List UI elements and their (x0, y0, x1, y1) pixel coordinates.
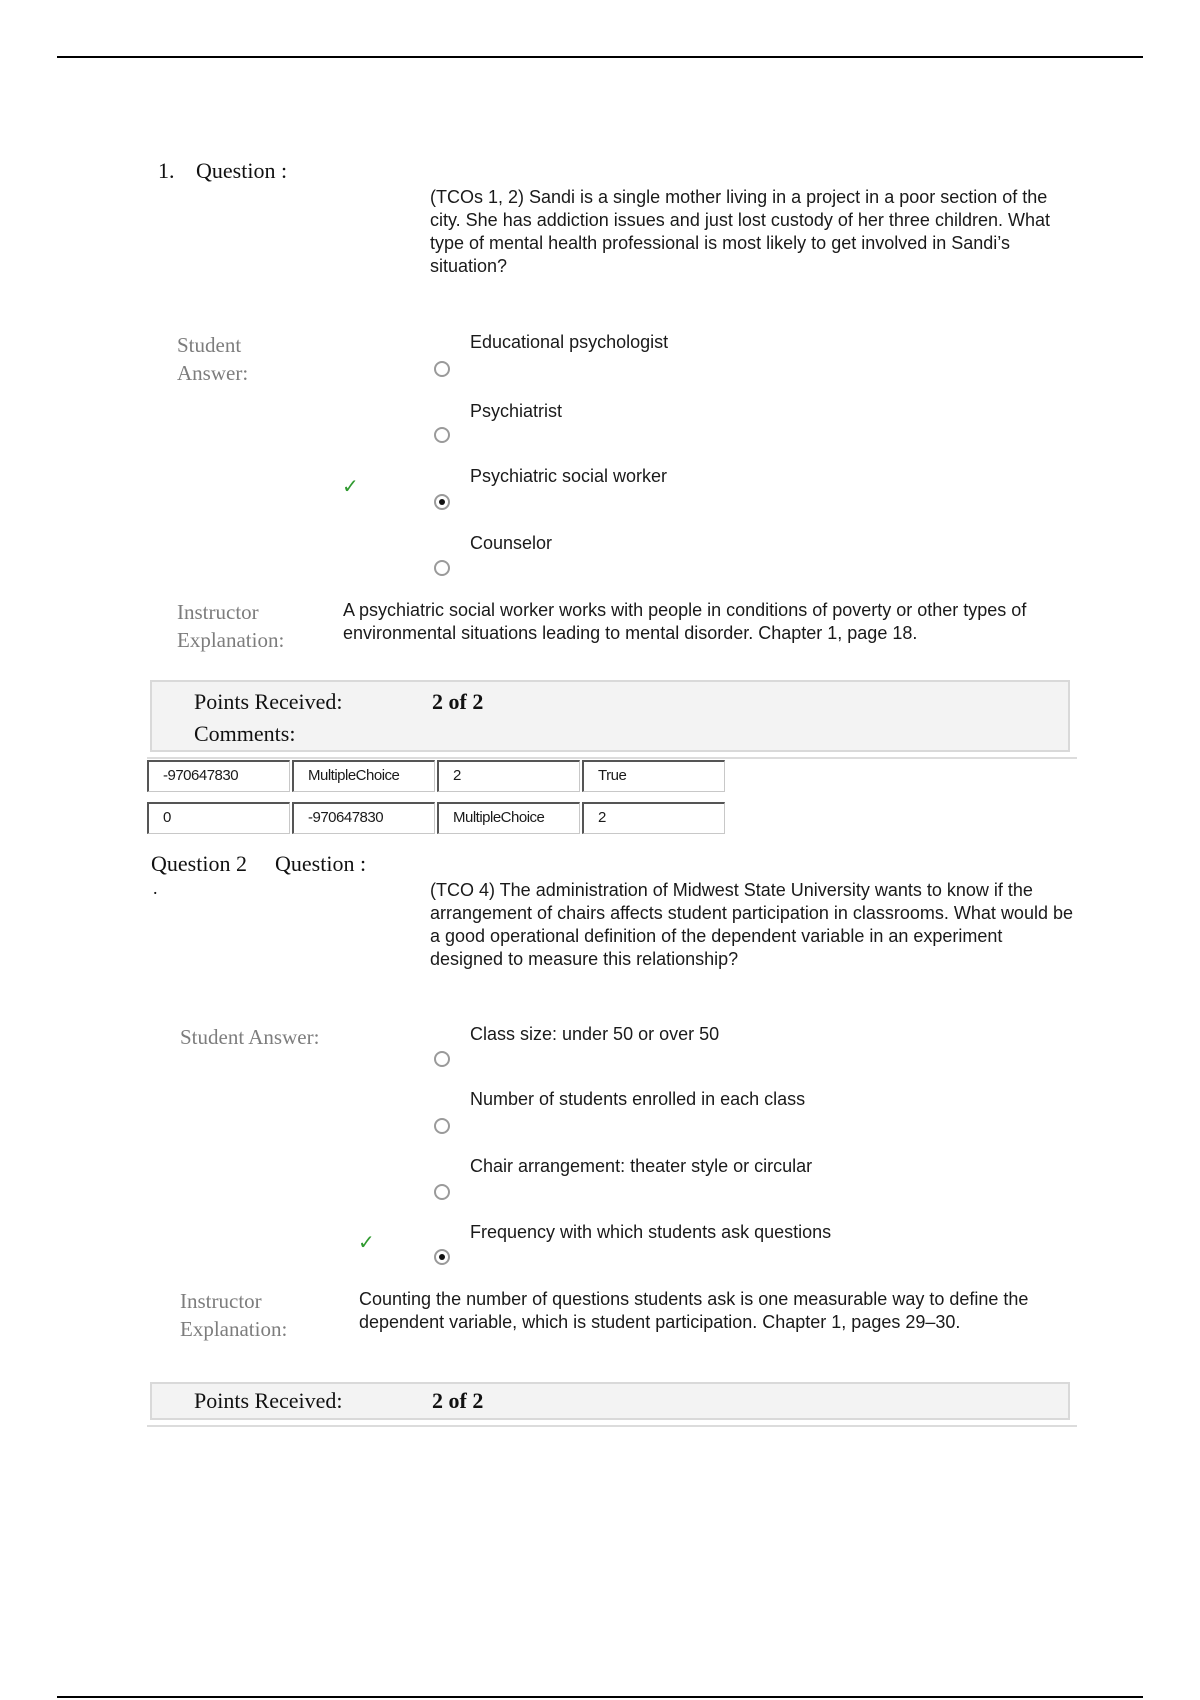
correct-check-icon: ✓ (342, 476, 359, 498)
correct-check-icon: ✓ (358, 1232, 375, 1254)
instructor-explanation-label-2: Instructor Explanation: (180, 1289, 288, 1341)
points-received-label: Points Received: (194, 1388, 343, 1413)
q2-option-1-radio[interactable] (434, 1051, 450, 1067)
q1-option-1-radio[interactable] (434, 361, 450, 377)
q2-option-label: Frequency with which students ask questions (470, 1222, 832, 1242)
separator (147, 757, 1077, 759)
q1-explanation-text: A psychiatric social worker works with people in conditions of poverty or other types of environmental situations leading to mental disorder. Chapter 1, page 18. (343, 600, 1027, 643)
q1-option-label: Counselor (470, 533, 553, 553)
question-1-text: (TCOs 1, 2) Sandi is a single mother living in a project in a poor section of the city. She has addiction issues and just lost custody of her three children. What type of mental health professional is most likely to get involved in Sandi’s situation? (430, 187, 1050, 276)
q2-explanation-text: Counting the number of questions students ask is one measurable way to define the dependent variable, which is student participation. Chapter 1, pages 29–30. (359, 1289, 1029, 1332)
meta-cell: 2 (437, 760, 580, 792)
q2-option-label: Class size: under 50 or over 50 (470, 1024, 720, 1044)
separator (147, 1425, 1077, 1427)
bottom-rule (57, 1696, 1143, 1698)
q1-option-label: Psychiatrist (470, 401, 563, 421)
q1-option-4-radio[interactable] (434, 560, 450, 576)
meta-cell: -970647830 (147, 760, 290, 792)
question-1-number: 1. (158, 158, 175, 183)
question-2-text: (TCO 4) The administration of Midwest State University wants to know if the arrangement of chairs affects student participation in classrooms. What would be a good operational definition of the dependent variable in an experiment designed to measure this relationship? (430, 880, 1073, 969)
points-received-label: Points Received: (194, 689, 343, 714)
meta-cell: MultipleChoice (437, 802, 580, 834)
meta-cell: -970647830 (292, 802, 435, 834)
q2-option-3-radio[interactable] (434, 1184, 450, 1200)
q2-option-4-radio[interactable] (434, 1249, 450, 1265)
meta-cell: 2 (582, 802, 725, 834)
meta-cell: True (582, 760, 725, 792)
meta-cell: MultipleChoice (292, 760, 435, 792)
student-answer-label-2: Student Answer: (180, 1025, 320, 1049)
points-value: 2 of 2 (432, 1388, 484, 1413)
comments-label: Comments: (194, 721, 296, 746)
q1-points-box (150, 680, 1070, 752)
question-2-dot: . (153, 878, 158, 898)
q2-option-label: Chair arrangement: theater style or circular (470, 1156, 813, 1176)
q1-option-label: Educational psychologist (470, 332, 669, 352)
q2-points-box (150, 1382, 1070, 1420)
student-answer-label-1: Student Answer: (177, 333, 249, 385)
q2-option-2-radio[interactable] (434, 1118, 450, 1134)
question-1-heading: Question : (196, 158, 288, 183)
meta-cell: 0 (147, 802, 290, 834)
question-2-number: Question 2 (151, 851, 247, 876)
q2-option-label: Number of students enrolled in each class (470, 1089, 806, 1109)
top-rule (57, 56, 1143, 58)
q1-option-3-radio[interactable] (434, 494, 450, 510)
points-value: 2 of 2 (432, 689, 484, 714)
q1-option-2-radio[interactable] (434, 427, 450, 443)
question-2-heading: Question : (275, 851, 367, 876)
q1-option-label: Psychiatric social worker (470, 466, 668, 486)
instructor-explanation-label-1: Instructor Explanation: (177, 600, 285, 652)
